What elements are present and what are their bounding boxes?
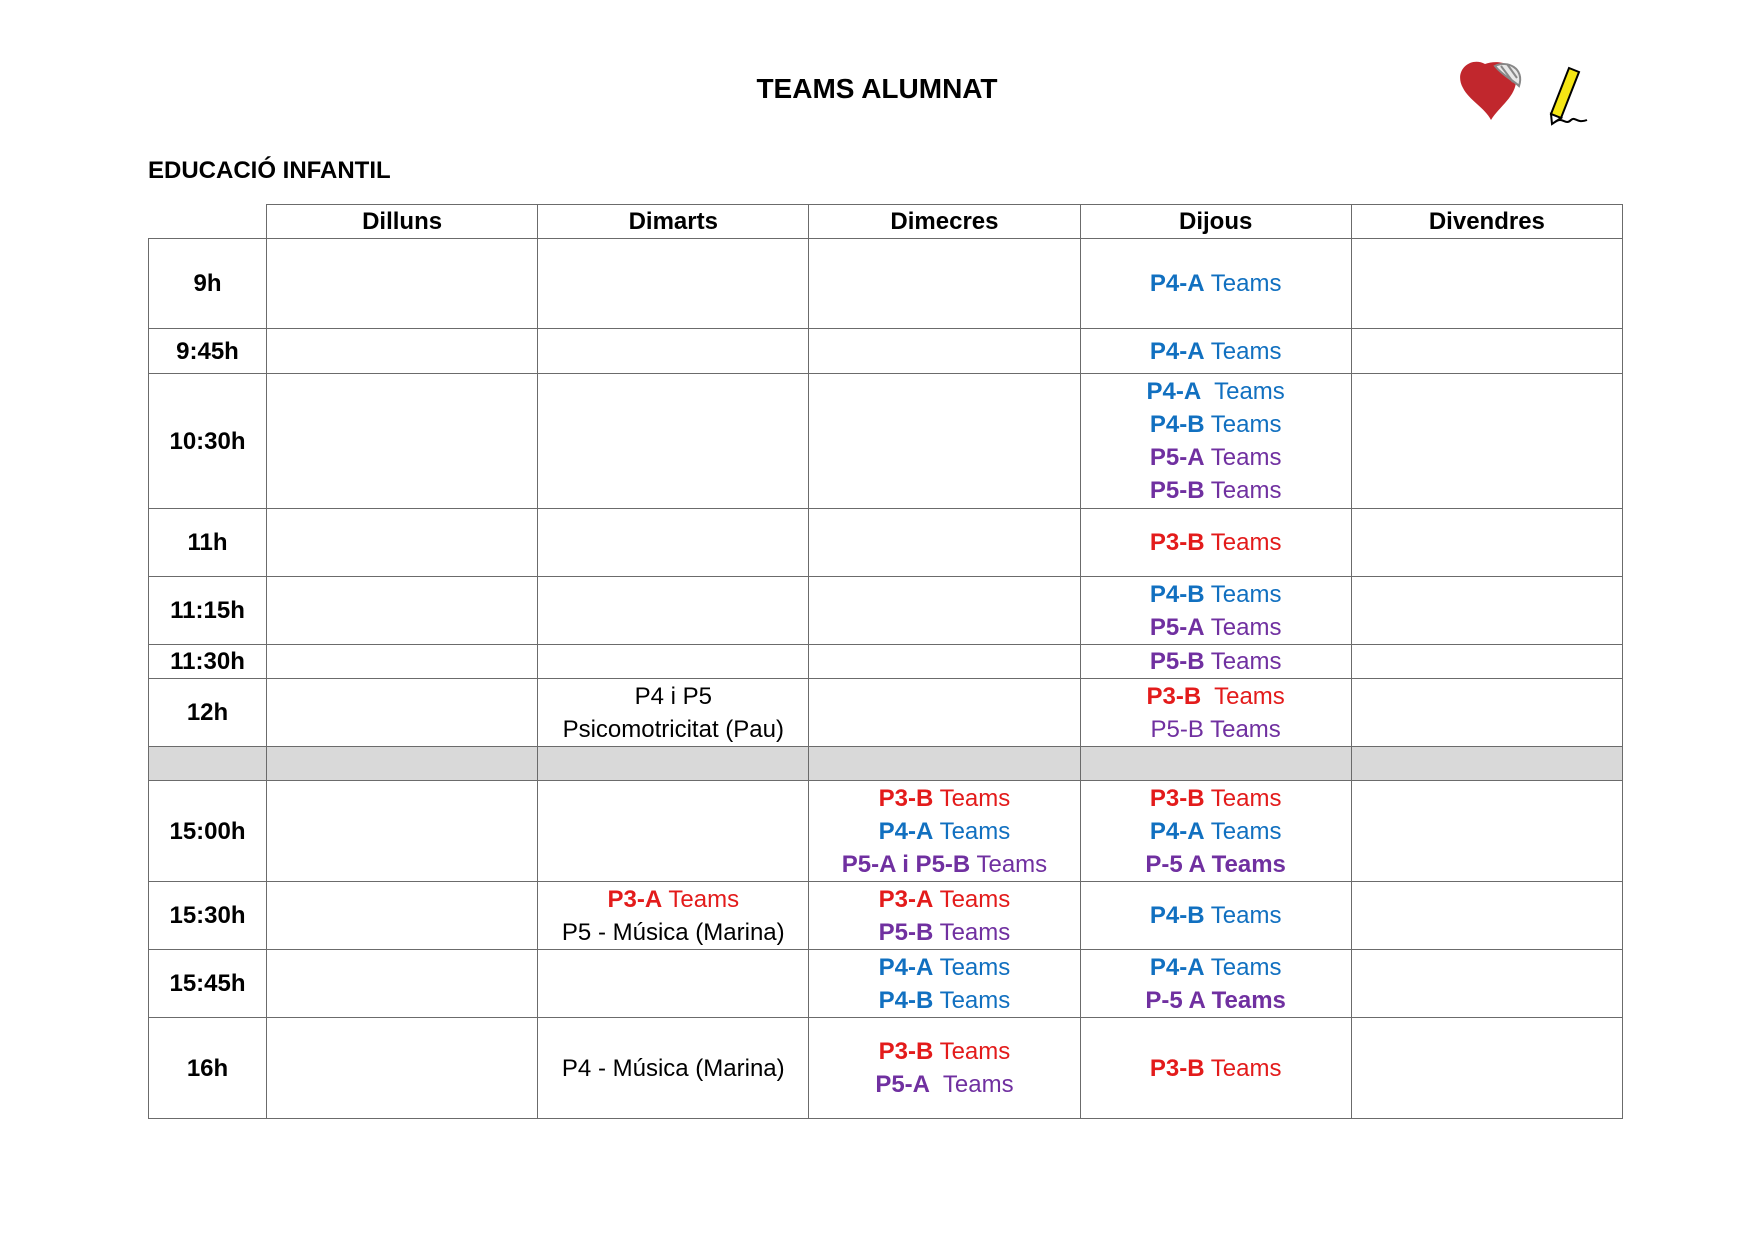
class-entry	[1081, 578, 1351, 611]
class-entry	[538, 713, 808, 746]
time-cell: 9:45h	[149, 329, 267, 374]
class-text: Teams	[1204, 411, 1282, 438]
class-text: Teams	[933, 784, 1011, 812]
class-text: Teams	[1204, 817, 1282, 845]
schedule-cell-dilluns	[267, 950, 538, 1018]
schedule-cell-divendres	[1351, 1018, 1622, 1119]
schedule-cell-dijous	[1080, 1018, 1351, 1119]
schedule-cell-dimarts	[538, 329, 809, 374]
class-text: Teams	[933, 1038, 1011, 1065]
schedule-cell-dijous	[1080, 882, 1351, 950]
time-cell: 9h	[149, 239, 267, 329]
schedule-cell-dilluns	[267, 1018, 538, 1119]
schedule-cell-divendres	[1351, 882, 1622, 950]
schedule-cell-dimecres	[809, 882, 1080, 950]
class-entry	[1081, 713, 1351, 746]
group-label: P4-A	[1149, 817, 1205, 845]
schedule-cell-dilluns	[267, 329, 538, 374]
schedule-cell-dijous	[1080, 509, 1351, 577]
group-label: P5-A i P5-B	[841, 850, 971, 878]
group-label: P3-B	[1149, 1054, 1205, 1082]
schedule-cell-dimecres	[809, 1018, 1080, 1119]
class-text: Teams	[930, 1071, 1014, 1098]
class-text: Teams	[933, 953, 1011, 981]
schedule-cell-dimecres	[809, 645, 1080, 679]
schedule-cell-divendres	[1351, 781, 1622, 882]
section-heading: EDUCACIÓ INFANTIL	[148, 157, 391, 184]
class-text: P4 i P5	[634, 682, 712, 710]
day-header: Divendres	[1351, 205, 1622, 239]
group-label: P4-A	[1146, 378, 1202, 405]
group-label: P5-A	[875, 1071, 931, 1098]
schedule-cell-dimarts	[538, 781, 809, 882]
time-row	[149, 577, 1623, 645]
class-entry	[1081, 611, 1351, 644]
page-title: TEAMS ALUMNAT	[756, 73, 998, 104]
class-text: Teams	[1204, 648, 1282, 675]
schedule-cell-divendres	[1351, 329, 1622, 374]
class-text: Psicomotricitat (Pau)	[562, 715, 784, 743]
class-text: Teams	[933, 817, 1011, 845]
group-label: P5-A	[1149, 613, 1205, 641]
schedule-cell-dilluns	[267, 577, 538, 645]
class-entry	[1081, 782, 1351, 815]
group-label: P3-B	[878, 1038, 934, 1065]
time-cell: 15:00h	[149, 781, 267, 882]
schedule-cell-dilluns	[267, 239, 538, 329]
timetable	[148, 204, 1623, 1119]
group-label: P4-B	[1149, 411, 1205, 438]
schedule-cell-dilluns	[267, 781, 538, 882]
class-entry	[1081, 441, 1351, 474]
group-label: P3-A	[878, 885, 934, 913]
group-label: P5-A	[1149, 444, 1205, 471]
schedule-cell-dilluns	[267, 645, 538, 679]
group-label: P4-A	[1149, 270, 1205, 297]
group-label: P-5 A Teams	[1145, 986, 1286, 1014]
schedule-cell-dilluns	[267, 509, 538, 577]
schedule-cell-dijous	[1080, 577, 1351, 645]
group-label: P5-B	[1149, 477, 1205, 504]
timetable-body	[149, 239, 1623, 1119]
class-entry	[809, 883, 1079, 916]
schedule-cell-divendres	[1351, 509, 1622, 577]
schedule-cell-dimarts	[538, 679, 809, 747]
time-cell: 16h	[149, 1018, 267, 1119]
class-entry	[1081, 848, 1351, 881]
separator-row	[149, 747, 1623, 781]
class-entry	[809, 1068, 1079, 1101]
class-entry	[1081, 680, 1351, 713]
group-label: P4-A	[1149, 953, 1205, 981]
class-entry	[1081, 526, 1351, 559]
time-cell: 15:45h	[149, 950, 267, 1018]
class-text: Teams	[1204, 337, 1282, 365]
class-entry	[1081, 408, 1351, 441]
schedule-cell-dijous	[1080, 747, 1351, 781]
schedule-cell-dilluns	[267, 747, 538, 781]
schedule-cell-dijous	[1080, 374, 1351, 509]
class-text: Teams	[1204, 580, 1282, 608]
group-label: P3-B	[1149, 529, 1205, 556]
class-text: P5-B Teams	[1150, 715, 1281, 743]
group-label: P4-A	[878, 817, 934, 845]
schedule-cell-dijous	[1080, 679, 1351, 747]
class-entry	[809, 848, 1079, 881]
class-entry	[538, 1052, 808, 1085]
time-row	[149, 509, 1623, 577]
schedule-cell-dimecres	[809, 577, 1080, 645]
class-entry	[809, 916, 1079, 949]
schedule-cell-dimarts	[538, 645, 809, 679]
time-cell: 15:30h	[149, 882, 267, 950]
class-text: Teams	[1204, 902, 1282, 929]
day-header: Dilluns	[267, 205, 538, 239]
time-cell: 11:15h	[149, 577, 267, 645]
group-label: P5-B	[878, 918, 934, 946]
schedule-cell-divendres	[1351, 747, 1622, 781]
class-text: Teams	[1201, 378, 1285, 405]
schedule-cell-dimarts	[538, 577, 809, 645]
schedule-cell-dimecres	[809, 239, 1080, 329]
class-text: Teams	[1204, 270, 1282, 297]
class-text: Teams	[970, 850, 1048, 878]
class-text: Teams	[1204, 1054, 1282, 1082]
class-entry	[1081, 815, 1351, 848]
schedule-cell-dimecres	[809, 679, 1080, 747]
class-entry	[1081, 267, 1351, 300]
class-entry	[1081, 951, 1351, 984]
day-header: Dimecres	[809, 205, 1080, 239]
time-row	[149, 679, 1623, 747]
schedule-cell-divendres	[1351, 645, 1622, 679]
group-label: P3-B	[1146, 682, 1202, 710]
day-header: Dijous	[1080, 205, 1351, 239]
schedule-cell-dimecres	[809, 509, 1080, 577]
timetable-header	[149, 205, 1623, 239]
time-cell	[149, 747, 267, 781]
class-entry	[1081, 335, 1351, 368]
class-entry	[809, 984, 1079, 1017]
group-label: P4-B	[1149, 902, 1205, 929]
time-row	[149, 882, 1623, 950]
group-label: P4-A	[1149, 337, 1205, 365]
group-label: P5-B	[1149, 648, 1205, 675]
schedule-cell-divendres	[1351, 239, 1622, 329]
schedule-cell-dimecres	[809, 747, 1080, 781]
heart-balloon-icon	[1460, 62, 1520, 120]
group-label: P4-A	[878, 953, 934, 981]
schedule-cell-dimarts	[538, 239, 809, 329]
class-text: Teams	[1204, 953, 1282, 981]
class-text: P4 - Música (Marina)	[561, 1054, 785, 1082]
schedule-cell-dilluns	[267, 679, 538, 747]
group-label: P-5 A Teams	[1145, 850, 1286, 878]
class-entry	[1081, 375, 1351, 408]
time-row	[149, 329, 1623, 374]
schedule-cell-dijous	[1080, 329, 1351, 374]
schedule-cell-dijous	[1080, 950, 1351, 1018]
class-entry	[538, 916, 808, 949]
schedule-cell-divendres	[1351, 679, 1622, 747]
class-text: Teams	[933, 885, 1011, 913]
schedule-cell-dijous	[1080, 645, 1351, 679]
class-text: Teams	[933, 986, 1011, 1014]
class-entry	[809, 815, 1079, 848]
schedule-cell-dimecres	[809, 329, 1080, 374]
time-cell: 11:30h	[149, 645, 267, 679]
schedule-cell-dimecres	[809, 374, 1080, 509]
class-text: Teams	[1204, 784, 1282, 812]
class-text: Teams	[1204, 613, 1282, 641]
class-text: Teams	[1201, 682, 1285, 710]
time-row	[149, 1018, 1623, 1119]
time-row	[149, 374, 1623, 509]
schedule-cell-divendres	[1351, 950, 1622, 1018]
class-entry	[809, 951, 1079, 984]
schedule-cell-dilluns	[267, 882, 538, 950]
class-entry	[1081, 899, 1351, 932]
class-entry	[809, 1035, 1079, 1068]
schedule-cell-dimarts	[538, 1018, 809, 1119]
class-text: Teams	[1204, 477, 1282, 504]
class-entry	[538, 680, 808, 713]
schedule-cell-dijous	[1080, 781, 1351, 882]
group-label: P3-A	[607, 885, 663, 913]
schedule-cell-dimarts	[538, 882, 809, 950]
class-entry	[809, 782, 1079, 815]
class-entry	[1081, 645, 1351, 678]
class-text: Teams	[1204, 529, 1282, 556]
schedule-cell-dimarts	[538, 747, 809, 781]
schedule-cell-dijous	[1080, 239, 1351, 329]
class-text: Teams	[933, 918, 1011, 946]
class-text: P5 - Música (Marina)	[561, 918, 785, 946]
time-cell: 11h	[149, 509, 267, 577]
schedule-cell-dimecres	[809, 950, 1080, 1018]
time-cell: 12h	[149, 679, 267, 747]
schedule-cell-dilluns	[267, 374, 538, 509]
pencil-icon	[1551, 68, 1587, 124]
schedule-cell-divendres	[1351, 577, 1622, 645]
school-logo	[1455, 58, 1595, 130]
time-row	[149, 239, 1623, 329]
day-header: Dimarts	[538, 205, 809, 239]
class-text: Teams	[1204, 444, 1282, 471]
group-label: P3-B	[878, 784, 934, 812]
group-label: P4-B	[878, 986, 934, 1014]
time-row	[149, 950, 1623, 1018]
schedule-cell-divendres	[1351, 374, 1622, 509]
class-entry	[1081, 1052, 1351, 1085]
class-text: Teams	[662, 885, 740, 913]
time-cell: 10:30h	[149, 374, 267, 509]
class-entry	[538, 883, 808, 916]
corner-cell	[149, 205, 267, 239]
schedule-cell-dimarts	[538, 374, 809, 509]
class-entry	[1081, 984, 1351, 1017]
schedule-cell-dimarts	[538, 950, 809, 1018]
time-row	[149, 645, 1623, 679]
time-row	[149, 781, 1623, 882]
group-label: P3-B	[1149, 784, 1205, 812]
schedule-cell-dimecres	[809, 781, 1080, 882]
class-entry	[1081, 474, 1351, 507]
schedule-cell-dimarts	[538, 509, 809, 577]
group-label: P4-B	[1149, 580, 1205, 608]
